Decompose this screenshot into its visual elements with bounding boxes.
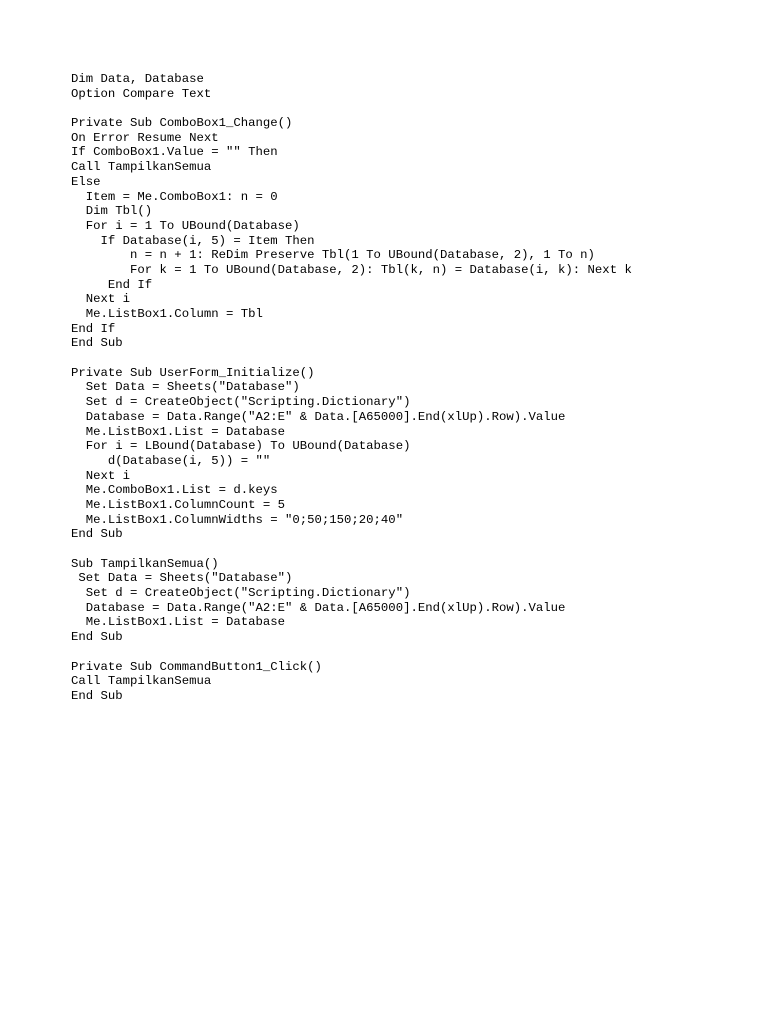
code-line: End If (71, 277, 153, 292)
code-line (71, 101, 751, 116)
code-line: Set d = CreateObject("Scripting.Dictionary") (71, 395, 411, 410)
code-line (71, 645, 751, 660)
code-line: Option Compare Text (71, 86, 212, 101)
code-line: If Database(i, 5) = Item Then (71, 233, 315, 248)
code-line: Database = Data.Range("A2:E" & Data.[A65000].End(xlUp).Row).Value (71, 600, 566, 615)
code-line: Me.ListBox1.List = Database (71, 424, 286, 439)
code-line: Item = Me.ComboBox1: n = 0 (71, 189, 278, 204)
code-line: For i = LBound(Database) To UBound(Database) (71, 439, 411, 454)
code-line: Set d = CreateObject("Scripting.Dictionary") (71, 586, 411, 601)
code-line: For k = 1 To UBound(Database, 2): Tbl(k, n) = Database(i, k): Next k (71, 262, 632, 277)
code-line: Sub TampilkanSemua() (71, 556, 219, 571)
code-line: Next i (71, 292, 131, 307)
code-line: Private Sub ComboBox1_Change() (71, 116, 293, 131)
code-line: n = n + 1: ReDim Preserve Tbl(1 To UBound(Database, 2), 1 To n) (71, 248, 595, 263)
code-line: Else (71, 174, 101, 189)
code-line: Private Sub CommandButton1_Click() (71, 659, 322, 674)
code-line: End If (71, 321, 116, 336)
code-line: End Sub (71, 336, 123, 351)
code-line: End Sub (71, 688, 123, 703)
code-line: Call TampilkanSemua (71, 674, 212, 689)
code-line: Me.ListBox1.ColumnWidths = "0;50;150;20;40" (71, 512, 404, 527)
code-block (71, 72, 751, 704)
code-line: On Error Resume Next (71, 130, 219, 145)
code-line (71, 542, 751, 557)
code-line: Call TampilkanSemua (71, 160, 212, 175)
code-line: Next i (71, 468, 131, 483)
code-line: For i = 1 To UBound(Database) (71, 218, 300, 233)
code-line: Set Data = Sheets("Database") (71, 571, 293, 586)
code-line: Private Sub UserForm_Initialize() (71, 365, 315, 380)
code-line: If ComboBox1.Value = "" Then (71, 145, 278, 160)
code-line: Database = Data.Range("A2:E" & Data.[A65000].End(xlUp).Row).Value (71, 409, 566, 424)
code-line: Me.ComboBox1.List = d.keys (71, 483, 278, 498)
code-line: d(Database(i, 5)) = "" (71, 453, 271, 468)
code-line: Dim Tbl() (71, 204, 153, 219)
code-line: End Sub (71, 527, 123, 542)
code-line: Dim Data, Database (71, 72, 204, 86)
code-line: Me.ListBox1.Column = Tbl (71, 307, 263, 321)
code-line: Set Data = Sheets("Database") (71, 380, 300, 395)
code-line (71, 351, 751, 366)
document-page (71, 72, 751, 704)
code-line: End Sub (71, 630, 123, 645)
code-line: Me.ListBox1.List = Database (71, 615, 286, 630)
code-line: Me.ListBox1.ColumnCount = 5 (71, 497, 286, 512)
